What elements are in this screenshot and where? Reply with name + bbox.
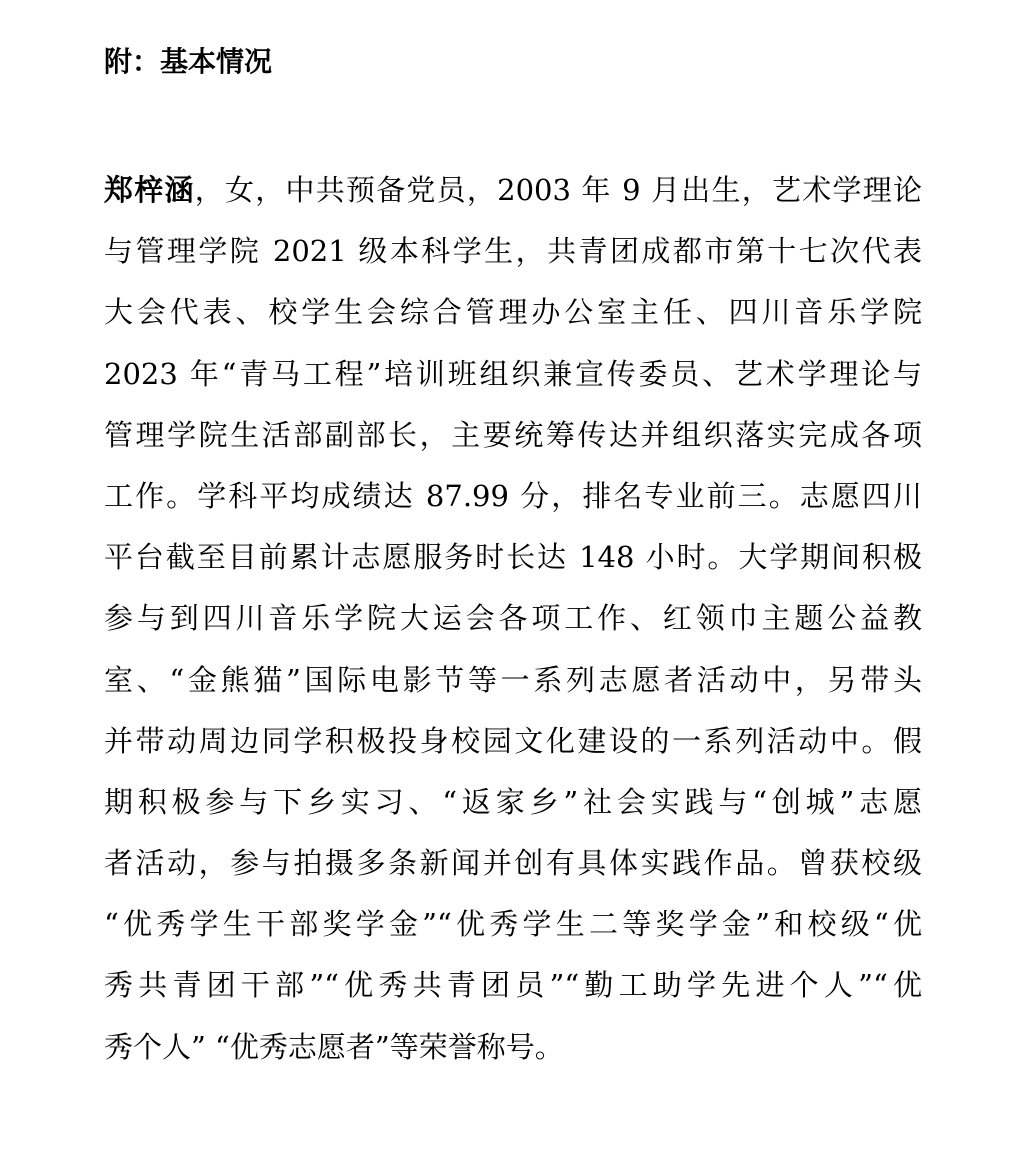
bio-paragraph: [104, 160, 922, 1078]
paragraph-line: 秀共青团干部”“优秀共青团员”“勤工助学先进个人”“优: [104, 968, 922, 1003]
section-heading: 附：基本情况: [104, 45, 273, 78]
paragraph-line: 室、“金熊猫”国际电影节等一系列志愿者活动中，另带头: [104, 662, 922, 697]
paragraph-line-text: ，女，中共预备党员，2003 年 9 月出生，艺术学理论: [194, 173, 922, 207]
paragraph-line: 工作。学科平均成绩达 87.99 分，排名专业前三。志愿四川: [104, 478, 922, 513]
paragraph-line: 管理学院生活部副部长，主要统筹传达并组织落实完成各项: [104, 417, 922, 452]
paragraph-line: 2023 年“青马工程”培训班组织兼宣传委员、艺术学理论与: [104, 356, 922, 391]
paragraph-line: 大会代表、校学生会综合管理办公室主任、四川音乐学院: [104, 295, 922, 330]
person-name: 郑梓涵: [104, 173, 195, 207]
paragraph-line: 参与到四川音乐学院大运会各项工作、红领巾主题公益教: [104, 601, 922, 636]
paragraph-line: 并带动周边同学积极投身校园文化建设的一系列活动中。假: [104, 723, 922, 758]
paragraph-line: 与管理学院 2021 级本科学生，共青团成都市第十七次代表: [104, 234, 922, 269]
paragraph-line: “优秀学生干部奖学金”“优秀学生二等奖学金”和校级“优: [104, 907, 922, 942]
paragraph-line: 平台截至目前累计志愿服务时长达 148 小时。大学期间积极: [104, 540, 922, 575]
paragraph-line: 者活动，参与拍摄多条新闻并创有具体实践作品。曾获校级: [104, 846, 922, 881]
paragraph-line: 期积极参与下乡实习、“返家乡”社会实践与“创城”志愿: [104, 784, 922, 819]
paragraph-line: [104, 160, 922, 221]
paragraph-line: 秀个人” “优秀志愿者”等荣誉称号。: [104, 1029, 564, 1064]
